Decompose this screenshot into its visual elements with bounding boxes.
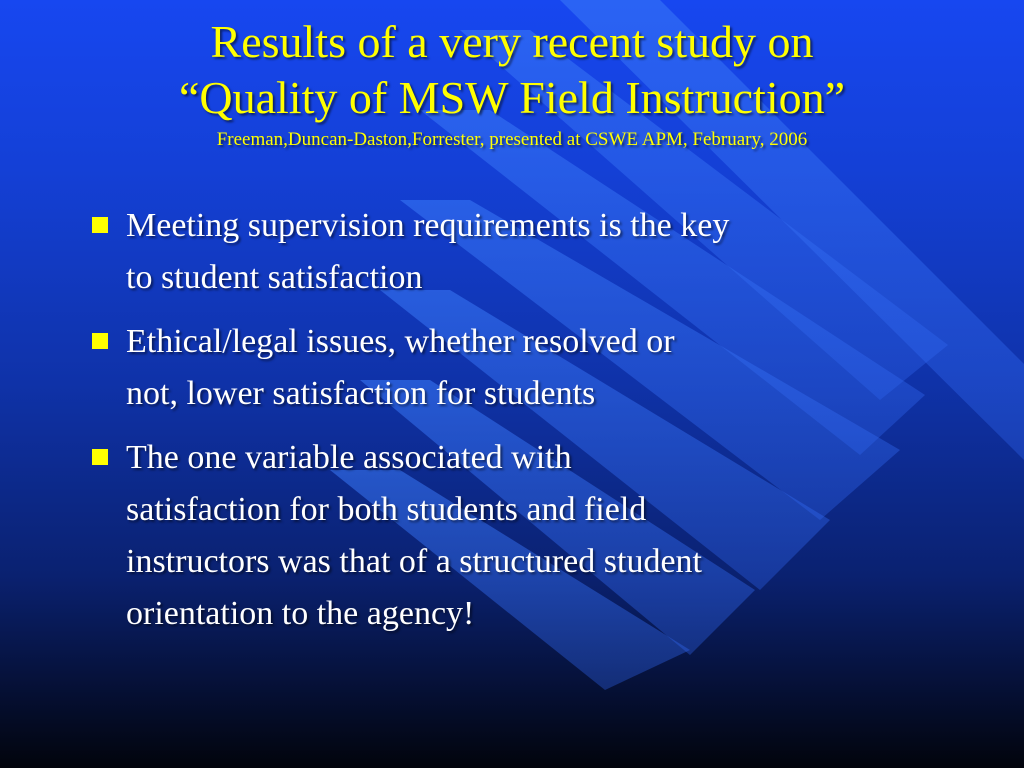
bullet-line: Meeting supervision requirements is the key (126, 207, 730, 244)
bullet-line: orientation to the agency! (126, 595, 475, 632)
slide-title-line-1: Results of a very recent study on (210, 16, 814, 67)
square-bullet-icon (92, 333, 108, 349)
square-bullet-icon (92, 449, 108, 465)
bullet-item (88, 200, 948, 304)
square-bullet-icon (92, 217, 108, 233)
bullet-line: Ethical/legal issues, whether resolved or (126, 323, 675, 360)
bullet-text (126, 316, 948, 420)
slide-subtitle: Freeman,Duncan-Daston,Forrester, presented at CSWE APM, February, 2006 (216, 129, 808, 150)
bullet-list (88, 200, 948, 652)
bullet-line: instructors was that of a structured student (126, 543, 702, 580)
bullet-item (88, 316, 948, 420)
bullet-line: satisfaction for both students and field (126, 491, 647, 528)
bullet-line: The one variable associated with (126, 439, 572, 476)
bullet-text (126, 432, 948, 640)
bullet-text (126, 200, 948, 304)
title-block (0, 14, 1024, 151)
bullet-item (88, 432, 948, 640)
slide-title-line-2: “Quality of MSW Field Instruction” (178, 72, 846, 123)
bullet-line: to student satisfaction (126, 259, 423, 296)
bullet-line: not, lower satisfaction for students (126, 375, 596, 412)
